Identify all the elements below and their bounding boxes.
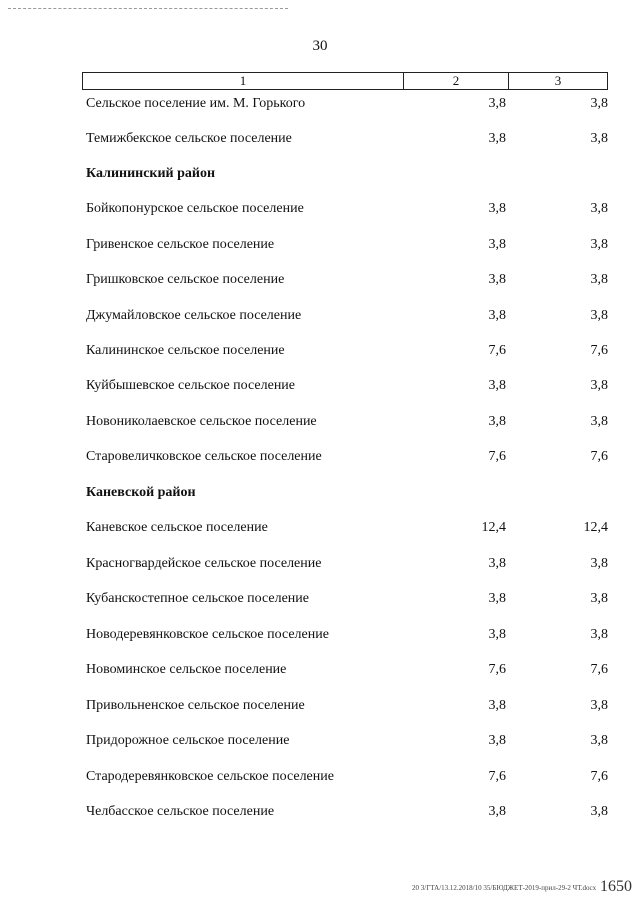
settlement-name: Калининское сельское поселение [86,343,285,358]
value-col2: 7,6 [488,769,506,784]
settlement-name: Темижбекское сельское поселение [86,131,292,146]
document-path-footer: 20 3/ГТА/13.12.2018/10 35/БЮДЖЕТ-2019-прил-29-2 ЧТ.docx [412,884,597,892]
table-row [86,627,610,647]
settlement-name: Сельское поселение им. М. Горького [86,96,306,111]
value-col2: 3,8 [488,131,506,146]
settlement-name: Красногвардейское сельское поселение [86,556,322,571]
value-col2: 7,6 [488,343,506,358]
settlement-name: Новоминское сельское поселение [86,662,287,677]
value-col2: 3,8 [488,698,506,713]
value-col3: 7,6 [590,769,608,784]
value-col3: 3,8 [590,591,608,606]
settlement-name: Придорожное сельское поселение [86,733,290,748]
table-row [86,272,610,292]
value-col3: 3,8 [590,131,608,146]
settlement-name: Куйбышевское сельское поселение [86,378,296,393]
table-row [86,520,610,540]
value-col2: 3,8 [488,627,506,642]
value-col3: 3,8 [590,698,608,713]
value-col3: 3,8 [590,201,608,216]
settlement-name: Гришковское сельское поселение [86,272,285,287]
settlement-name: Новодеревянковское сельское поселение [86,627,329,642]
value-col2: 3,8 [488,201,506,216]
settlement-name: Бойкопонурское сельское поселение [86,201,304,216]
value-col3: 3,8 [590,378,608,393]
table-row [86,804,610,824]
table-row [86,308,610,328]
value-col2: 3,8 [488,96,506,111]
value-col2: 3,8 [488,378,506,393]
table-row [86,343,610,363]
table-row [86,414,610,434]
value-col2: 3,8 [488,414,506,429]
value-col2: 3,8 [488,804,506,819]
table-row [86,96,610,116]
column-header-1: 1 [83,73,404,89]
table-row [86,662,610,682]
value-col2: 7,6 [488,662,506,677]
value-col3: 3,8 [590,237,608,252]
settlement-name: Джумайловское сельское поселение [86,308,302,323]
table-row [86,769,610,789]
handwritten-sheet-number: 1650 [600,878,632,895]
value-col2: 7,6 [488,449,506,464]
settlement-name: Кубанскостепное сельское поселение [86,591,309,606]
value-col3: 3,8 [590,96,608,111]
table-row [86,698,610,718]
column-header-3: 3 [554,73,562,88]
value-col2: 12,4 [481,520,506,535]
value-col3: 7,6 [590,449,608,464]
value-col3: 12,4 [583,520,608,535]
column-header-row [82,72,608,90]
value-col2: 3,8 [488,272,506,287]
page-number: 30 [312,38,328,54]
value-col2: 3,8 [488,556,506,571]
value-col3: 3,8 [590,556,608,571]
value-col3: 7,6 [590,662,608,677]
district-heading: Каневской район [86,485,196,500]
column-header-2: 2 [404,73,509,89]
settlement-name: Гривенское сельское поселение [86,237,275,252]
value-col3: 7,6 [590,343,608,358]
settlement-name: Привольненское сельское поселение [86,698,305,713]
value-col2: 3,8 [488,237,506,252]
value-col3: 3,8 [590,804,608,819]
table-row [86,449,610,469]
value-col3: 3,8 [590,272,608,287]
table-row [86,591,610,611]
value-col3: 3,8 [590,308,608,323]
table-row [86,237,610,257]
table-row [86,733,610,753]
table-row [86,378,610,398]
settlement-name: Новониколаевское сельское поселение [86,414,317,429]
value-col3: 3,8 [590,627,608,642]
table-row [86,201,610,221]
value-col3: 3,8 [590,414,608,429]
value-col2: 3,8 [488,733,506,748]
settlement-name: Каневское сельское поселение [86,520,268,535]
settlement-name: Старовеличковское сельское поселение [86,449,322,464]
value-col2: 3,8 [488,591,506,606]
top-dashed-line [8,8,288,9]
table-row [86,131,610,151]
value-col3: 3,8 [590,733,608,748]
settlement-name: Стародеревянковское сельское поселение [86,769,334,784]
district-heading: Калининский район [86,166,216,181]
settlement-name: Челбасское сельское поселение [86,804,275,819]
value-col2: 3,8 [488,308,506,323]
table-row [86,556,610,576]
